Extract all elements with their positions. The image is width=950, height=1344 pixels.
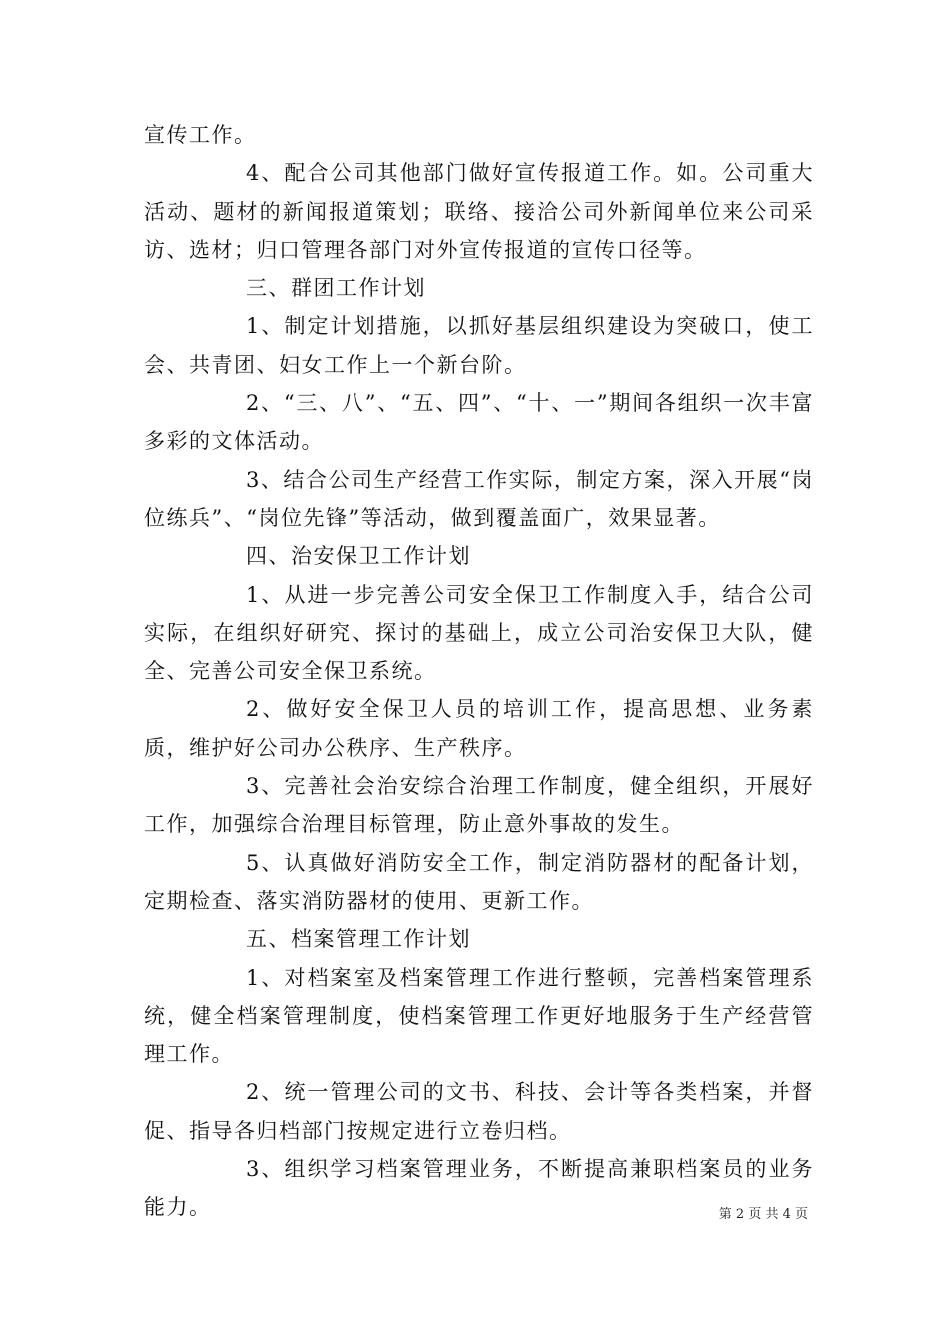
paragraph-archive-item-1: 1、对档案室及档案管理工作进行整顿，完善档案管理系统，健全档案管理制度，使档案管理工作更好地服务于生产经营管理工作。 (144, 965, 814, 1067)
paragraph-group-item-2: 2、“三、八”、“五、四”、“十、一”期间各组织一次丰富多彩的文体活动。 (144, 391, 814, 454)
paragraph-archive-item-2: 2、统一管理公司的文书、科技、会计等各类档案，并督促、指导各归档部门按规定进行立卷归档。 (144, 1080, 814, 1143)
page-number-footer: 第 2 页 共 4 页 (718, 1207, 808, 1222)
paragraph-publicity-item-4: 4、配合公司其他部门做好宣传报道工作。如。公司重大活动、题材的新闻报道策划；联络、接洽公司外新闻单位来公司采访、选材；归口管理各部门对外宣传报道的宣传口径等。 (144, 161, 814, 262)
paragraph-continuation: 宣传工作。 (144, 123, 257, 147)
paragraph-archive-item-3: 3、组织学习档案管理业务，不断提高兼职档案员的业务能力。 (144, 1157, 814, 1220)
paragraph-security-item-1: 1、从进一步完善公司安全保卫工作制度入手，结合公司实际，在组织好研究、探讨的基础上，成立公司治安保卫大队，健全、完善公司安全保卫系统。 (144, 582, 814, 684)
paragraph-security-item-5: 5、认真做好消防安全工作，制定消防器材的配备计划，定期检查、落实消防器材的使用、更新工作。 (144, 850, 814, 913)
paragraph-group-item-1: 1、制定计划措施，以抓好基层组织建设为突破口，使工会、共青团、妇女工作上一个新台阶。 (144, 314, 814, 377)
paragraph-group-item-3: 3、结合公司生产经营工作实际，制定方案，深入开展“岗位练兵”、“岗位先锋”等活动，做到覆盖面广，效果显著。 (144, 467, 814, 530)
section-heading-security-work: 四、治安保卫工作计划 (246, 544, 471, 569)
paragraph-security-item-3: 3、完善社会治安综合治理工作制度，健全组织，开展好工作，加强综合治理目标管理，防止意外事故的发生。 (144, 774, 814, 837)
section-heading-group-work: 三、群团工作计划 (246, 276, 426, 301)
document-body (144, 116, 814, 1227)
paragraph-security-item-2: 2、做好安全保卫人员的培训工作，提高思想、业务素质，维护好公司办公秩序、生产秩序。 (144, 697, 814, 760)
section-heading-archive-work: 五、档案管理工作计划 (246, 927, 471, 952)
